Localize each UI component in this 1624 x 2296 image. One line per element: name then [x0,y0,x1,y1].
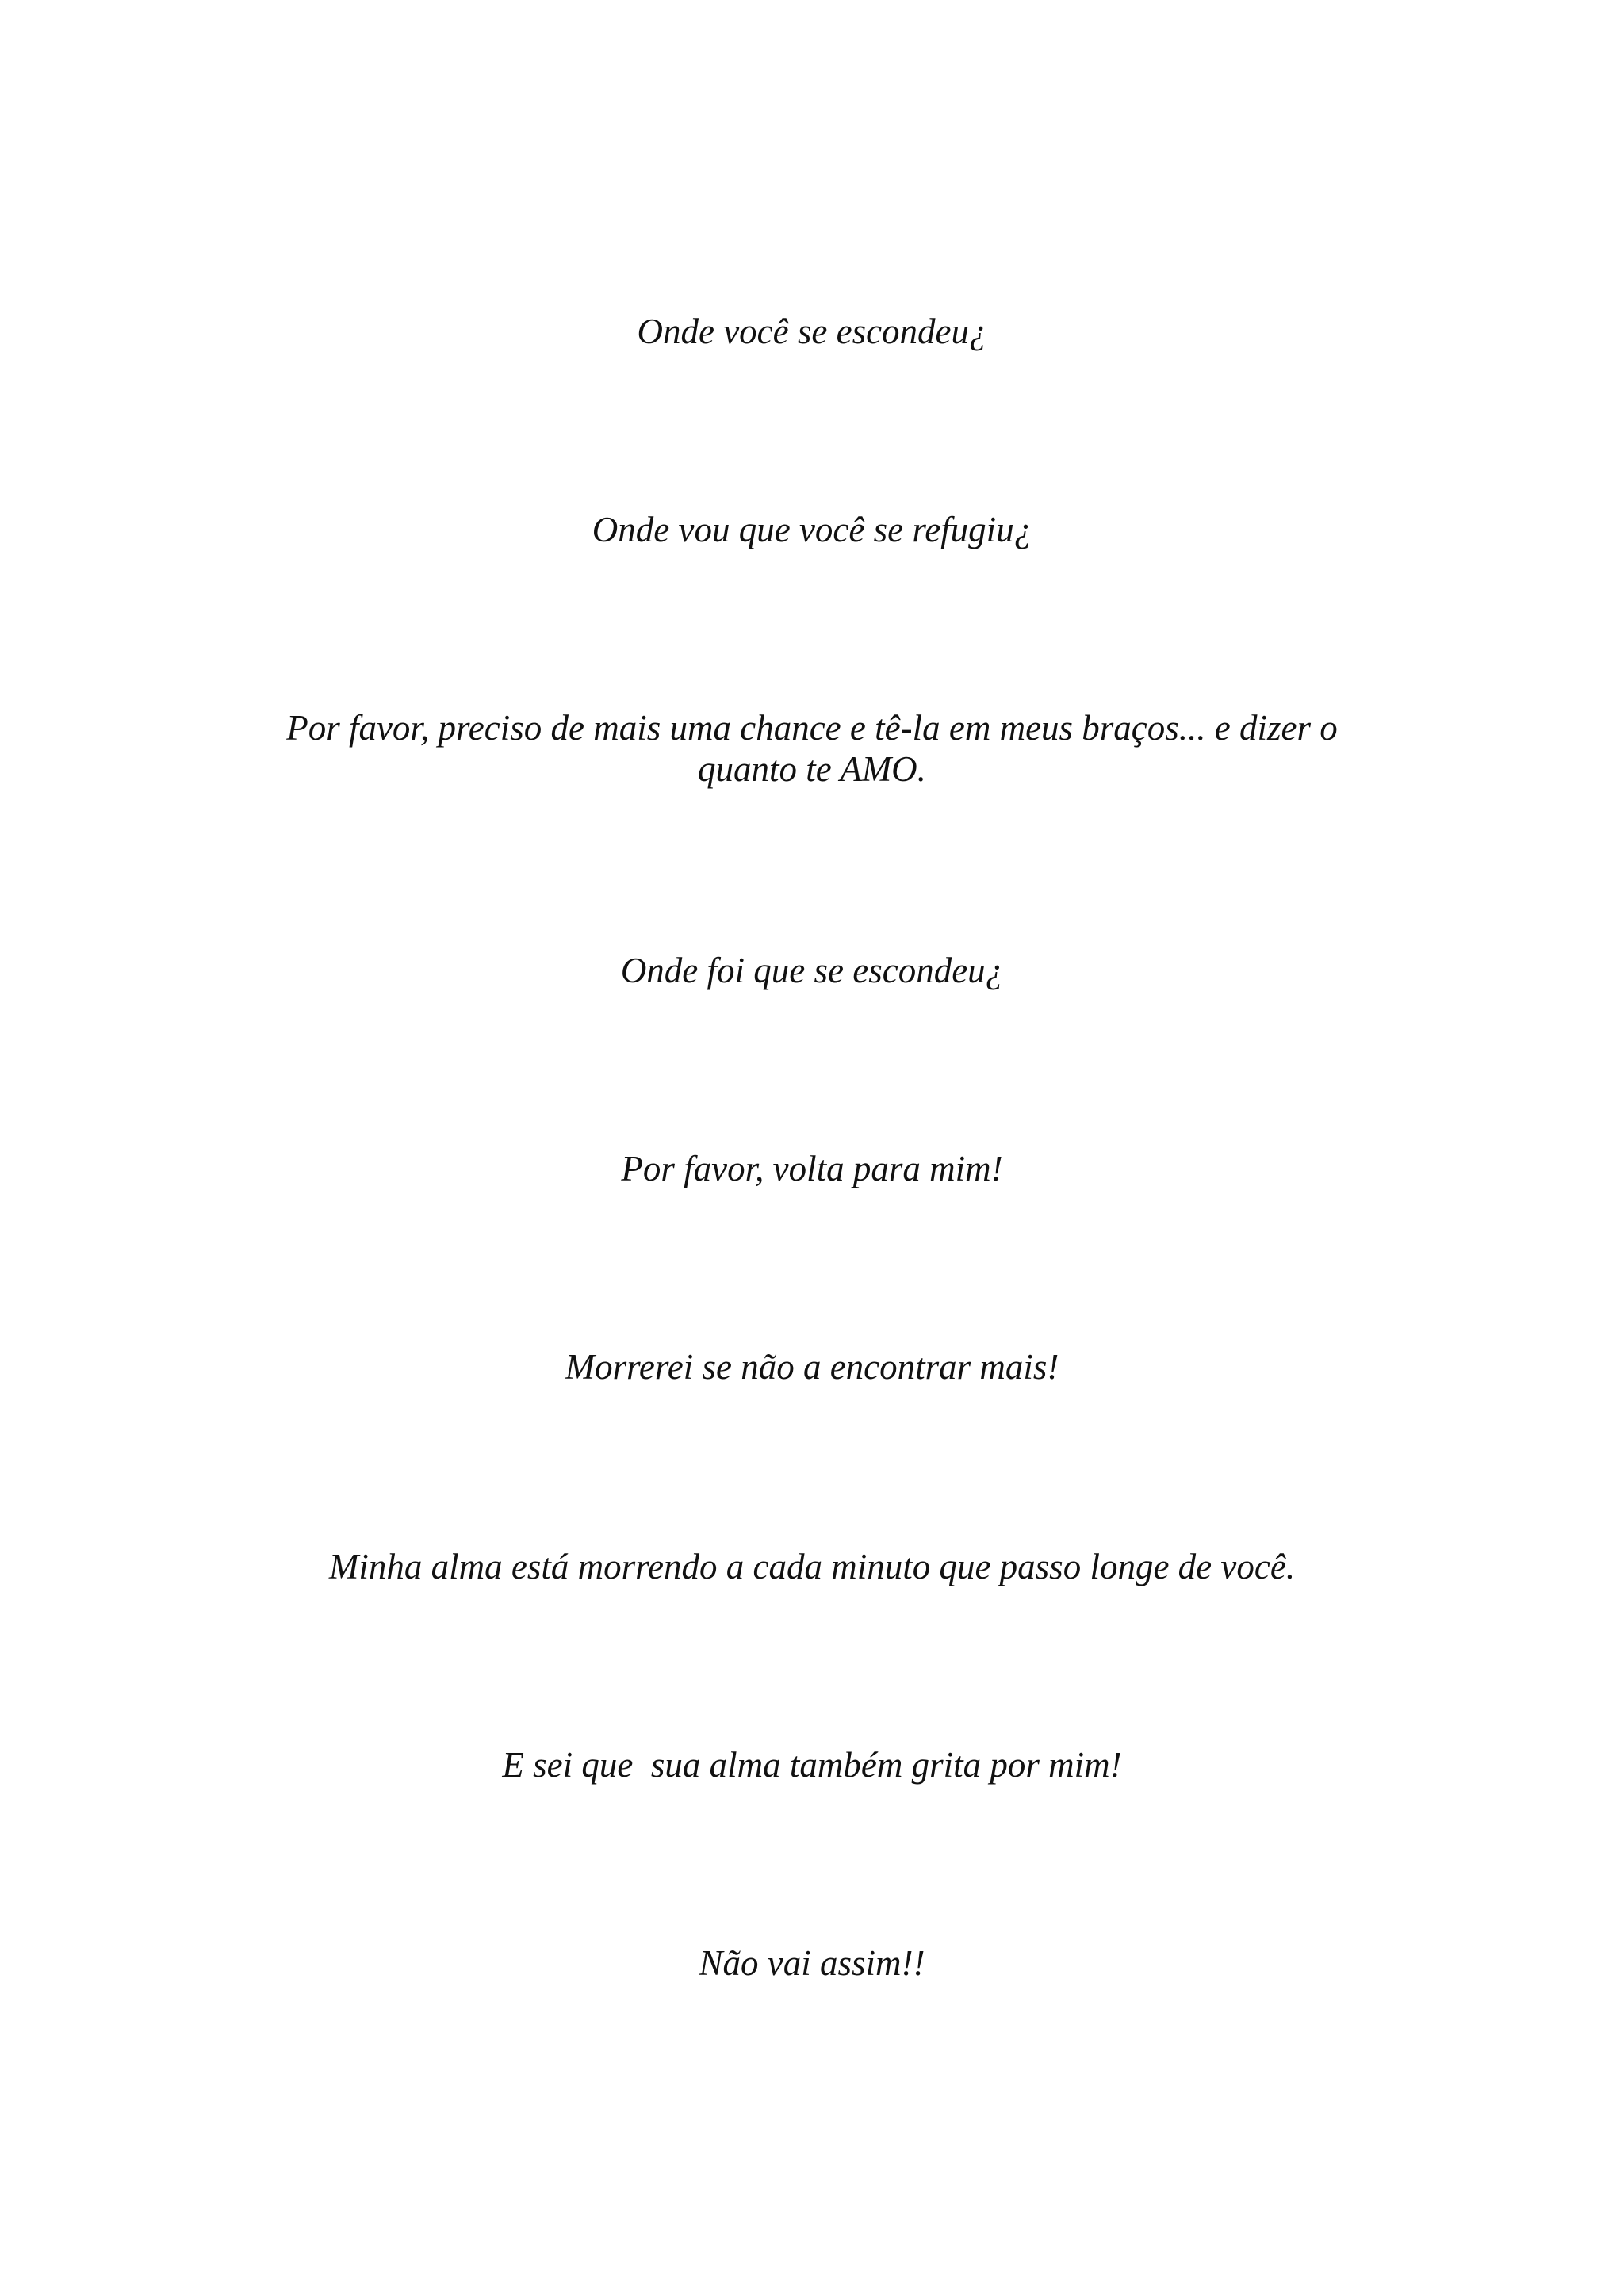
poem-line-2: Onde vou que você se refugiu¿ [592,510,1032,549]
poem-line-3: Por favor, preciso de mais uma chance e tê-la em meus braços... e dizer o [286,708,1338,748]
poem-line-8: E sei que sua alma também grita por mim! [502,1745,1122,1785]
poem-line-9: Não vai assim!! [699,1943,925,1983]
poem-line-5: Por favor, volta para mim! [621,1149,1003,1188]
poem-line-3-continued: quanto te AMO. [698,749,926,789]
poem-line-7: Minha alma está morrendo a cada minuto que passo longe de você. [328,1547,1296,1586]
poem-line-1: Onde você se escondeu¿ [637,312,987,351]
poem-line-6: Morrerei se não a encontrar mais! [565,1347,1059,1387]
poem-line-4: Onde foi que se escondeu¿ [620,951,1004,990]
